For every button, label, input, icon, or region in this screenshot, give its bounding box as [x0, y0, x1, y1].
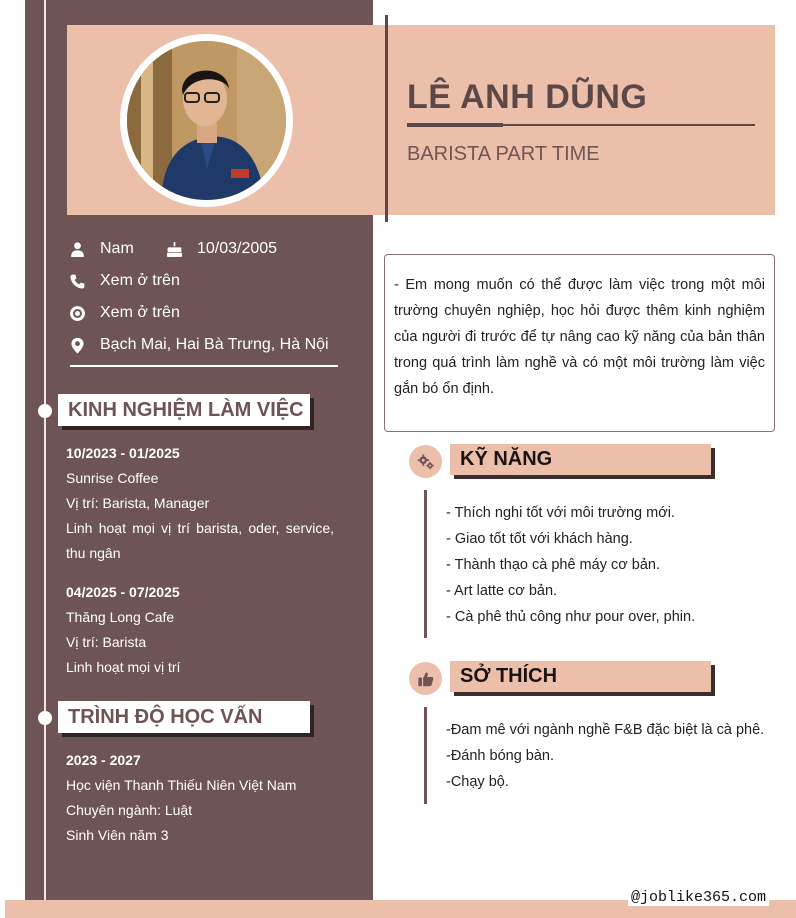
skills-icon-badge: [409, 445, 442, 478]
avatar-photo: [127, 41, 286, 200]
skill-item: - Art latte cơ bản.: [446, 583, 558, 599]
skill-item: - Thích nghi tốt với môi trường mới.: [446, 505, 675, 521]
gender-text: Nam: [100, 240, 134, 257]
job-description: Linh hoạt mọi vị trí barista, oder, service, thu ngân: [66, 520, 334, 561]
education-heading-text: TRÌNH ĐỘ HỌC VẤN: [68, 705, 263, 728]
skills-list: [446, 500, 695, 630]
hobbies-line: [424, 707, 427, 804]
timeline-line: [44, 0, 46, 918]
skill-item: - Giao tốt tốt với khách hàng.: [446, 531, 633, 547]
location-pin-icon: [68, 336, 86, 354]
hobby-item: -Đam mê với ngành nghề F&B đặc biệt là cà phê.: [446, 722, 765, 738]
experience-heading: [58, 394, 310, 426]
hobby-item: -Đánh bóng bàn.: [446, 748, 555, 764]
career-objective: - Em mong muốn có thể được làm việc trong một môi trường chuyên nghiệp, học hỏi được thêm kinh nghiệm của người đi trước để tự nâng cao kỹ năng của bản thân trong quá trình làm nghề và có một môi trường làm việc gắn bó ổn định.: [384, 254, 775, 432]
phone-text: Xem ở trên: [100, 272, 180, 289]
skill-item: - Cà phê thủ công như pour over, phin.: [446, 609, 696, 625]
gears-icon: [417, 453, 435, 471]
email-row: [68, 301, 180, 325]
education-school: Học viện Thanh Thiếu Niên Việt Nam: [66, 777, 297, 793]
job-period: 04/2025 - 07/2025: [66, 584, 180, 600]
timeline-dot-experience: [38, 404, 52, 418]
job-entry: [66, 580, 334, 680]
birthdate-row: [165, 237, 277, 261]
skill-item: - Thành thạo cà phê máy cơ bản.: [446, 557, 660, 573]
name-underline-accent: [407, 123, 503, 127]
hobbies-heading: [450, 661, 711, 692]
education-heading: [58, 701, 310, 733]
skills-heading-text: KỸ NĂNG: [460, 448, 553, 470]
thumbs-up-icon: [417, 670, 435, 688]
website-watermark: @joblike365.com: [628, 889, 769, 906]
person-icon: [68, 240, 86, 258]
education-major: Chuyên ngành: Luật: [66, 802, 193, 818]
skills-line: [424, 490, 427, 638]
education-year: Sinh Viên năm 3: [66, 827, 169, 843]
job-period: 10/2023 - 01/2025: [66, 445, 180, 461]
skills-heading: [450, 444, 711, 475]
timeline-dot-education: [38, 711, 52, 725]
address-text: Bạch Mai, Hai Bà Trưng, Hà Nội: [100, 336, 329, 353]
birthdate-text: 10/03/2005: [197, 240, 278, 257]
birthday-cake-icon: [165, 240, 183, 258]
address-row: [68, 333, 329, 357]
job-title: BARISTA PART TIME: [407, 143, 600, 165]
job-company: Thăng Long Cafe: [66, 609, 175, 625]
hobbies-heading-text: SỞ THÍCH: [460, 665, 558, 687]
gender-row: [68, 237, 134, 261]
hobby-item: -Chạy bộ.: [446, 774, 509, 790]
job-position: Vị trí: Barista, Manager: [66, 495, 210, 511]
avatar: [127, 41, 286, 200]
hobbies-icon-badge: [409, 662, 442, 695]
email-text: Xem ở trên: [100, 304, 180, 321]
header-divider: [385, 15, 388, 222]
phone-icon: [68, 272, 86, 290]
job-position: Vị trí: Barista: [66, 634, 147, 650]
job-company: Sunrise Coffee: [66, 470, 159, 486]
candidate-name: LÊ ANH DŨNG: [407, 78, 648, 116]
info-divider: [70, 365, 338, 367]
education-entry: [66, 748, 334, 848]
at-sign-icon: [68, 304, 86, 322]
experience-heading-text: KINH NGHIỆM LÀM VIỆC: [68, 398, 304, 421]
hobbies-list: [446, 717, 764, 795]
job-description: Linh hoạt mọi vị trí: [66, 659, 181, 675]
job-entry: [66, 441, 334, 566]
phone-row: [68, 269, 180, 293]
education-period: 2023 - 2027: [66, 752, 141, 768]
